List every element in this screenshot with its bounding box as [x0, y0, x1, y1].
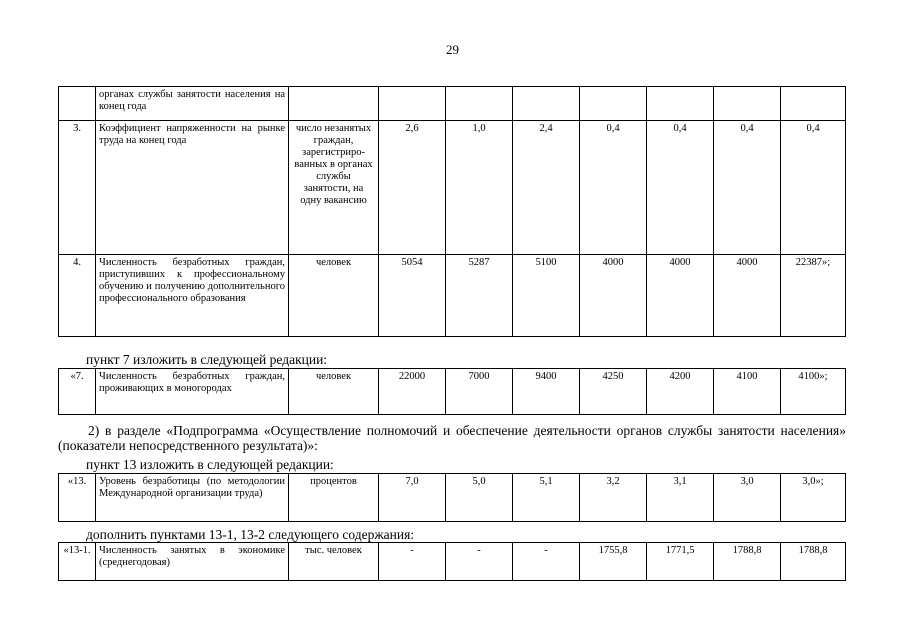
- value-cell: [379, 87, 446, 121]
- value-cell: 9400: [513, 369, 580, 415]
- indicators-table-1: [58, 86, 846, 337]
- indicator-name: Численность безработных граждан, проживающих в моногородах: [96, 369, 289, 415]
- value-cell: 3,1: [647, 474, 714, 522]
- value-cell: 4100: [714, 369, 781, 415]
- value-cell: 0,4: [781, 121, 846, 255]
- instruction-paragraph: дополнить пунктами 13-1, 13-2 следующего содержания:: [86, 527, 415, 542]
- value-cell: 1771,5: [647, 543, 714, 581]
- value-cell: 4250: [580, 369, 647, 415]
- row-number: 4.: [59, 255, 96, 337]
- value-cell: 4200: [647, 369, 714, 415]
- unit-cell: человек: [289, 255, 379, 337]
- unit-cell: [289, 87, 379, 121]
- unit-cell: человек: [289, 369, 379, 415]
- indicator-name: Коэффициент напряженности на рынке труда на конец года: [96, 121, 289, 255]
- instruction-paragraph: пункт 13 изложить в следующей редакции:: [86, 457, 334, 472]
- unit-cell: тыс. человек: [289, 543, 379, 581]
- value-cell: 5287: [446, 255, 513, 337]
- value-cell: 0,4: [580, 121, 647, 255]
- value-cell: 5,1: [513, 474, 580, 522]
- indicators-table-3: [58, 473, 846, 522]
- value-cell: -: [446, 543, 513, 581]
- value-cell: [714, 87, 781, 121]
- value-cell: 4000: [714, 255, 781, 337]
- value-cell: 1788,8: [714, 543, 781, 581]
- indicator-name: Численность безработных граждан, приступивших к профессиональному обучению и получению дополнительного профессионального образования: [96, 255, 289, 337]
- table-row: [59, 369, 846, 415]
- value-cell: 7000: [446, 369, 513, 415]
- value-cell: 22000: [379, 369, 446, 415]
- row-number: 3.: [59, 121, 96, 255]
- table-row: [59, 474, 846, 522]
- value-cell: [647, 87, 714, 121]
- value-cell: 2,6: [379, 121, 446, 255]
- indicators-table-2: [58, 368, 846, 415]
- row-number: «13.: [59, 474, 96, 522]
- value-cell: 22387»;: [781, 255, 846, 337]
- table-row: [59, 255, 846, 337]
- indicator-name: Численность занятых в экономике (среднегодовая): [96, 543, 289, 581]
- value-cell: 2,4: [513, 121, 580, 255]
- indicators-table-4: [58, 542, 846, 581]
- value-cell: 0,4: [714, 121, 781, 255]
- row-number: «7.: [59, 369, 96, 415]
- value-cell: 1,0: [446, 121, 513, 255]
- table-row: [59, 543, 846, 581]
- value-cell: 3,0: [714, 474, 781, 522]
- value-cell: 3,0»;: [781, 474, 846, 522]
- row-number: [59, 87, 96, 121]
- table-row: [59, 121, 846, 255]
- value-cell: 5054: [379, 255, 446, 337]
- page-number: 29: [446, 42, 459, 57]
- section-paragraph: 2) в разделе «Подпрограмма «Осуществление полномочий и обеспечение деятельности органов службы занятости населения» (показатели непосредственного результата)»:: [58, 423, 846, 453]
- unit-cell: число незанятых граждан, зарегистриро-ванных в органах службы занятости, на одну вакансию: [289, 121, 379, 255]
- value-cell: 4000: [647, 255, 714, 337]
- row-number: «13-1.: [59, 543, 96, 581]
- value-cell: 5100: [513, 255, 580, 337]
- value-cell: 3,2: [580, 474, 647, 522]
- value-cell: [513, 87, 580, 121]
- indicator-name: Уровень безработицы (по методологии Международной организации труда): [96, 474, 289, 522]
- instruction-paragraph: пункт 7 изложить в следующей редакции:: [86, 352, 328, 367]
- value-cell: [446, 87, 513, 121]
- value-cell: [580, 87, 647, 121]
- value-cell: -: [513, 543, 580, 581]
- value-cell: 0,4: [647, 121, 714, 255]
- value-cell: 4100»;: [781, 369, 846, 415]
- value-cell: [781, 87, 846, 121]
- table-row: [59, 87, 846, 121]
- value-cell: 1755,8: [580, 543, 647, 581]
- value-cell: -: [379, 543, 446, 581]
- value-cell: 4000: [580, 255, 647, 337]
- value-cell: 7,0: [379, 474, 446, 522]
- indicator-name: органах службы занятости населения на конец года: [96, 87, 289, 121]
- value-cell: 5,0: [446, 474, 513, 522]
- unit-cell: процентов: [289, 474, 379, 522]
- value-cell: 1788,8: [781, 543, 846, 581]
